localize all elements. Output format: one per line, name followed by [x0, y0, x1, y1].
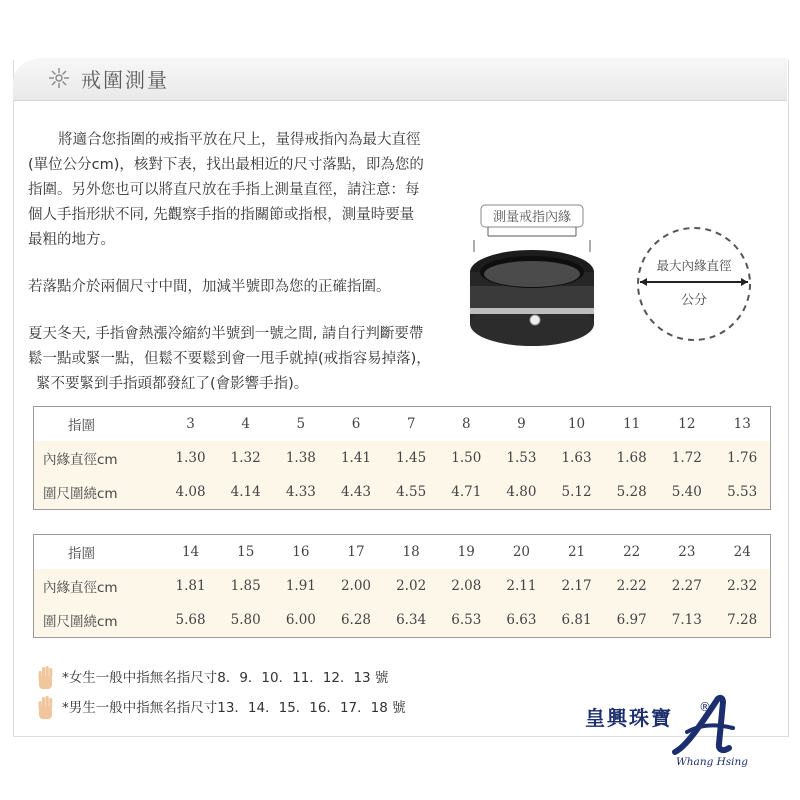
table-cell: 24	[733, 544, 751, 560]
intro-line: 最粗的地方。	[28, 232, 115, 248]
table-cell: 5.53	[727, 484, 758, 500]
table-cell: 5.12	[561, 484, 592, 500]
table-cell: 13	[733, 416, 751, 432]
table-cell: 23	[678, 544, 696, 560]
season-line: 夏天冬天, 手指會熱漲冷縮約半號到一號之間, 請自行判斷要帶	[28, 326, 424, 342]
note-text: *女生一般中指無名指尺寸8．9．10．11．12．13 號	[62, 670, 389, 686]
table-cell: 1.41	[340, 450, 372, 466]
table-row	[34, 441, 771, 475]
table-cell: 22	[623, 544, 641, 560]
season-line: 緊不要緊到手指頭都發紅了(會影響手指)。	[36, 376, 309, 392]
table-cell: 1.91	[285, 578, 316, 594]
table-row	[34, 475, 771, 510]
table-cell: 1.63	[561, 450, 592, 466]
table-cell: 1.32	[230, 450, 261, 466]
hand-icon	[36, 666, 56, 690]
max-diameter-label: 最大內緣直徑	[656, 258, 732, 273]
table-cell: 7.28	[727, 612, 758, 628]
size-table-2	[33, 534, 771, 638]
table-cell: 4.55	[396, 484, 427, 500]
table-cell: 1.45	[396, 450, 427, 466]
table-cell: 5	[296, 416, 306, 432]
table-cell: 21	[567, 544, 586, 560]
season-line: 鬆一點或緊一點，但鬆不要鬆到會一甩手就掉(戒指容易掉落)，	[28, 351, 431, 367]
table-cell: 6.34	[396, 612, 427, 628]
table-cell: 5.80	[230, 612, 261, 628]
table-cell: 4.80	[506, 484, 537, 500]
row-label: 內緣直徑cm	[43, 452, 118, 468]
unit-label: 公分	[680, 293, 708, 308]
table-row	[34, 569, 771, 603]
ring-measure-label: 測量戒指內緣	[492, 210, 572, 225]
table-cell: 2.02	[396, 578, 427, 594]
registered-mark: ®	[699, 700, 711, 714]
table-cell: 2.27	[671, 578, 702, 594]
table-cell: 20	[512, 544, 530, 560]
table-cell: 14	[181, 544, 200, 560]
table-cell: 2.32	[727, 578, 758, 594]
table-cell: 15	[237, 544, 255, 560]
table-cell: 12	[678, 416, 696, 432]
intro-line: 指圍。另外您也可以將直尺放在手指上測量直徑，請注意：每	[28, 182, 420, 198]
table-cell: 6.00	[285, 612, 316, 628]
table-cell: 1.72	[671, 450, 702, 466]
table-cell: 9	[517, 416, 526, 432]
table-cell: 2.17	[561, 578, 592, 594]
table-cell: 2.08	[451, 578, 482, 594]
table-cell: 1.53	[506, 450, 537, 466]
table-cell: 6.28	[340, 612, 372, 628]
table-cell: 1.68	[616, 450, 647, 466]
table-cell: 1.85	[230, 578, 261, 594]
brand-logo-block	[585, 694, 765, 774]
table-cell: 11	[623, 416, 641, 432]
table-cell: 5.68	[175, 612, 206, 628]
ring-illustration	[462, 200, 602, 360]
table-row	[34, 407, 771, 442]
table-cell: 4.08	[175, 484, 206, 500]
hand-icon	[36, 696, 56, 720]
table-cell: 10	[567, 416, 586, 432]
section-header	[13, 58, 787, 101]
table-cell: 1.38	[285, 450, 316, 466]
table-cell: 7.13	[671, 612, 702, 628]
table-cell: 4.14	[230, 484, 261, 500]
note-text: *男生一般中指無名指尺寸13．14．15．16．17．18 號	[62, 700, 406, 716]
table-cell: 19	[457, 544, 475, 560]
table-cell: 8	[461, 416, 471, 432]
table-row	[34, 535, 771, 570]
page-title: 戒圍測量	[81, 68, 169, 92]
row-label: 圍尺圍繞cm	[43, 486, 118, 502]
table-cell: 17	[347, 544, 365, 560]
table-cell: 4.43	[340, 484, 372, 500]
row-label: 指圍	[68, 418, 95, 434]
brand-subtitle: Whang Hsing	[676, 756, 749, 768]
intro-line: 將適合您指圍的戒指平放在尺上，量得戒指內為最大直徑	[58, 132, 421, 148]
table-row	[34, 603, 771, 638]
table-cell: 6.53	[451, 612, 482, 628]
diameter-diagram	[624, 224, 764, 344]
table-cell: 6.97	[616, 612, 647, 628]
table-cell: 3	[186, 416, 195, 432]
row-label: 圍尺圍繞cm	[43, 614, 118, 630]
table-cell: 1.50	[451, 450, 482, 466]
table-cell: 4	[241, 416, 250, 432]
table-cell: 5.28	[616, 484, 647, 500]
size-notes	[36, 663, 406, 723]
note-men	[36, 693, 406, 723]
table-cell: 16	[292, 544, 310, 560]
table-cell: 1.81	[175, 578, 206, 594]
row-label: 內緣直徑cm	[43, 580, 118, 596]
table-cell: 5.40	[671, 484, 702, 500]
table-cell: 18	[402, 544, 420, 560]
instructions	[28, 128, 448, 397]
table-cell: 6.81	[561, 612, 592, 628]
ornament-icon	[47, 66, 71, 90]
table-cell: 4.33	[285, 484, 316, 500]
note-women	[36, 663, 406, 693]
table-cell: 2.22	[616, 578, 647, 594]
size-table-1	[33, 406, 771, 510]
intro-line: 個人手指形狀不同, 先觀察手指的指關節或指根，測量時要量	[28, 207, 415, 223]
table-cell: 2.11	[506, 578, 537, 594]
table-cell: 1.30	[175, 450, 206, 466]
table-cell: 2.00	[340, 578, 372, 594]
table-cell: 4.71	[451, 484, 482, 500]
half-size-note: 若落點介於兩個尺寸中間，加減半號即為您的正確指圍。	[28, 279, 391, 295]
table-cell: 1.76	[727, 450, 758, 466]
intro-line: (單位公分cm)，核對下表，找出最相近的尺寸落點，即為您的	[28, 157, 424, 173]
table-cell: 7	[406, 416, 416, 432]
table-cell: 6.63	[506, 612, 537, 628]
brand-name: 皇興珠寶	[585, 706, 673, 730]
row-label: 指圍	[68, 546, 95, 562]
table-cell: 6	[351, 416, 361, 432]
